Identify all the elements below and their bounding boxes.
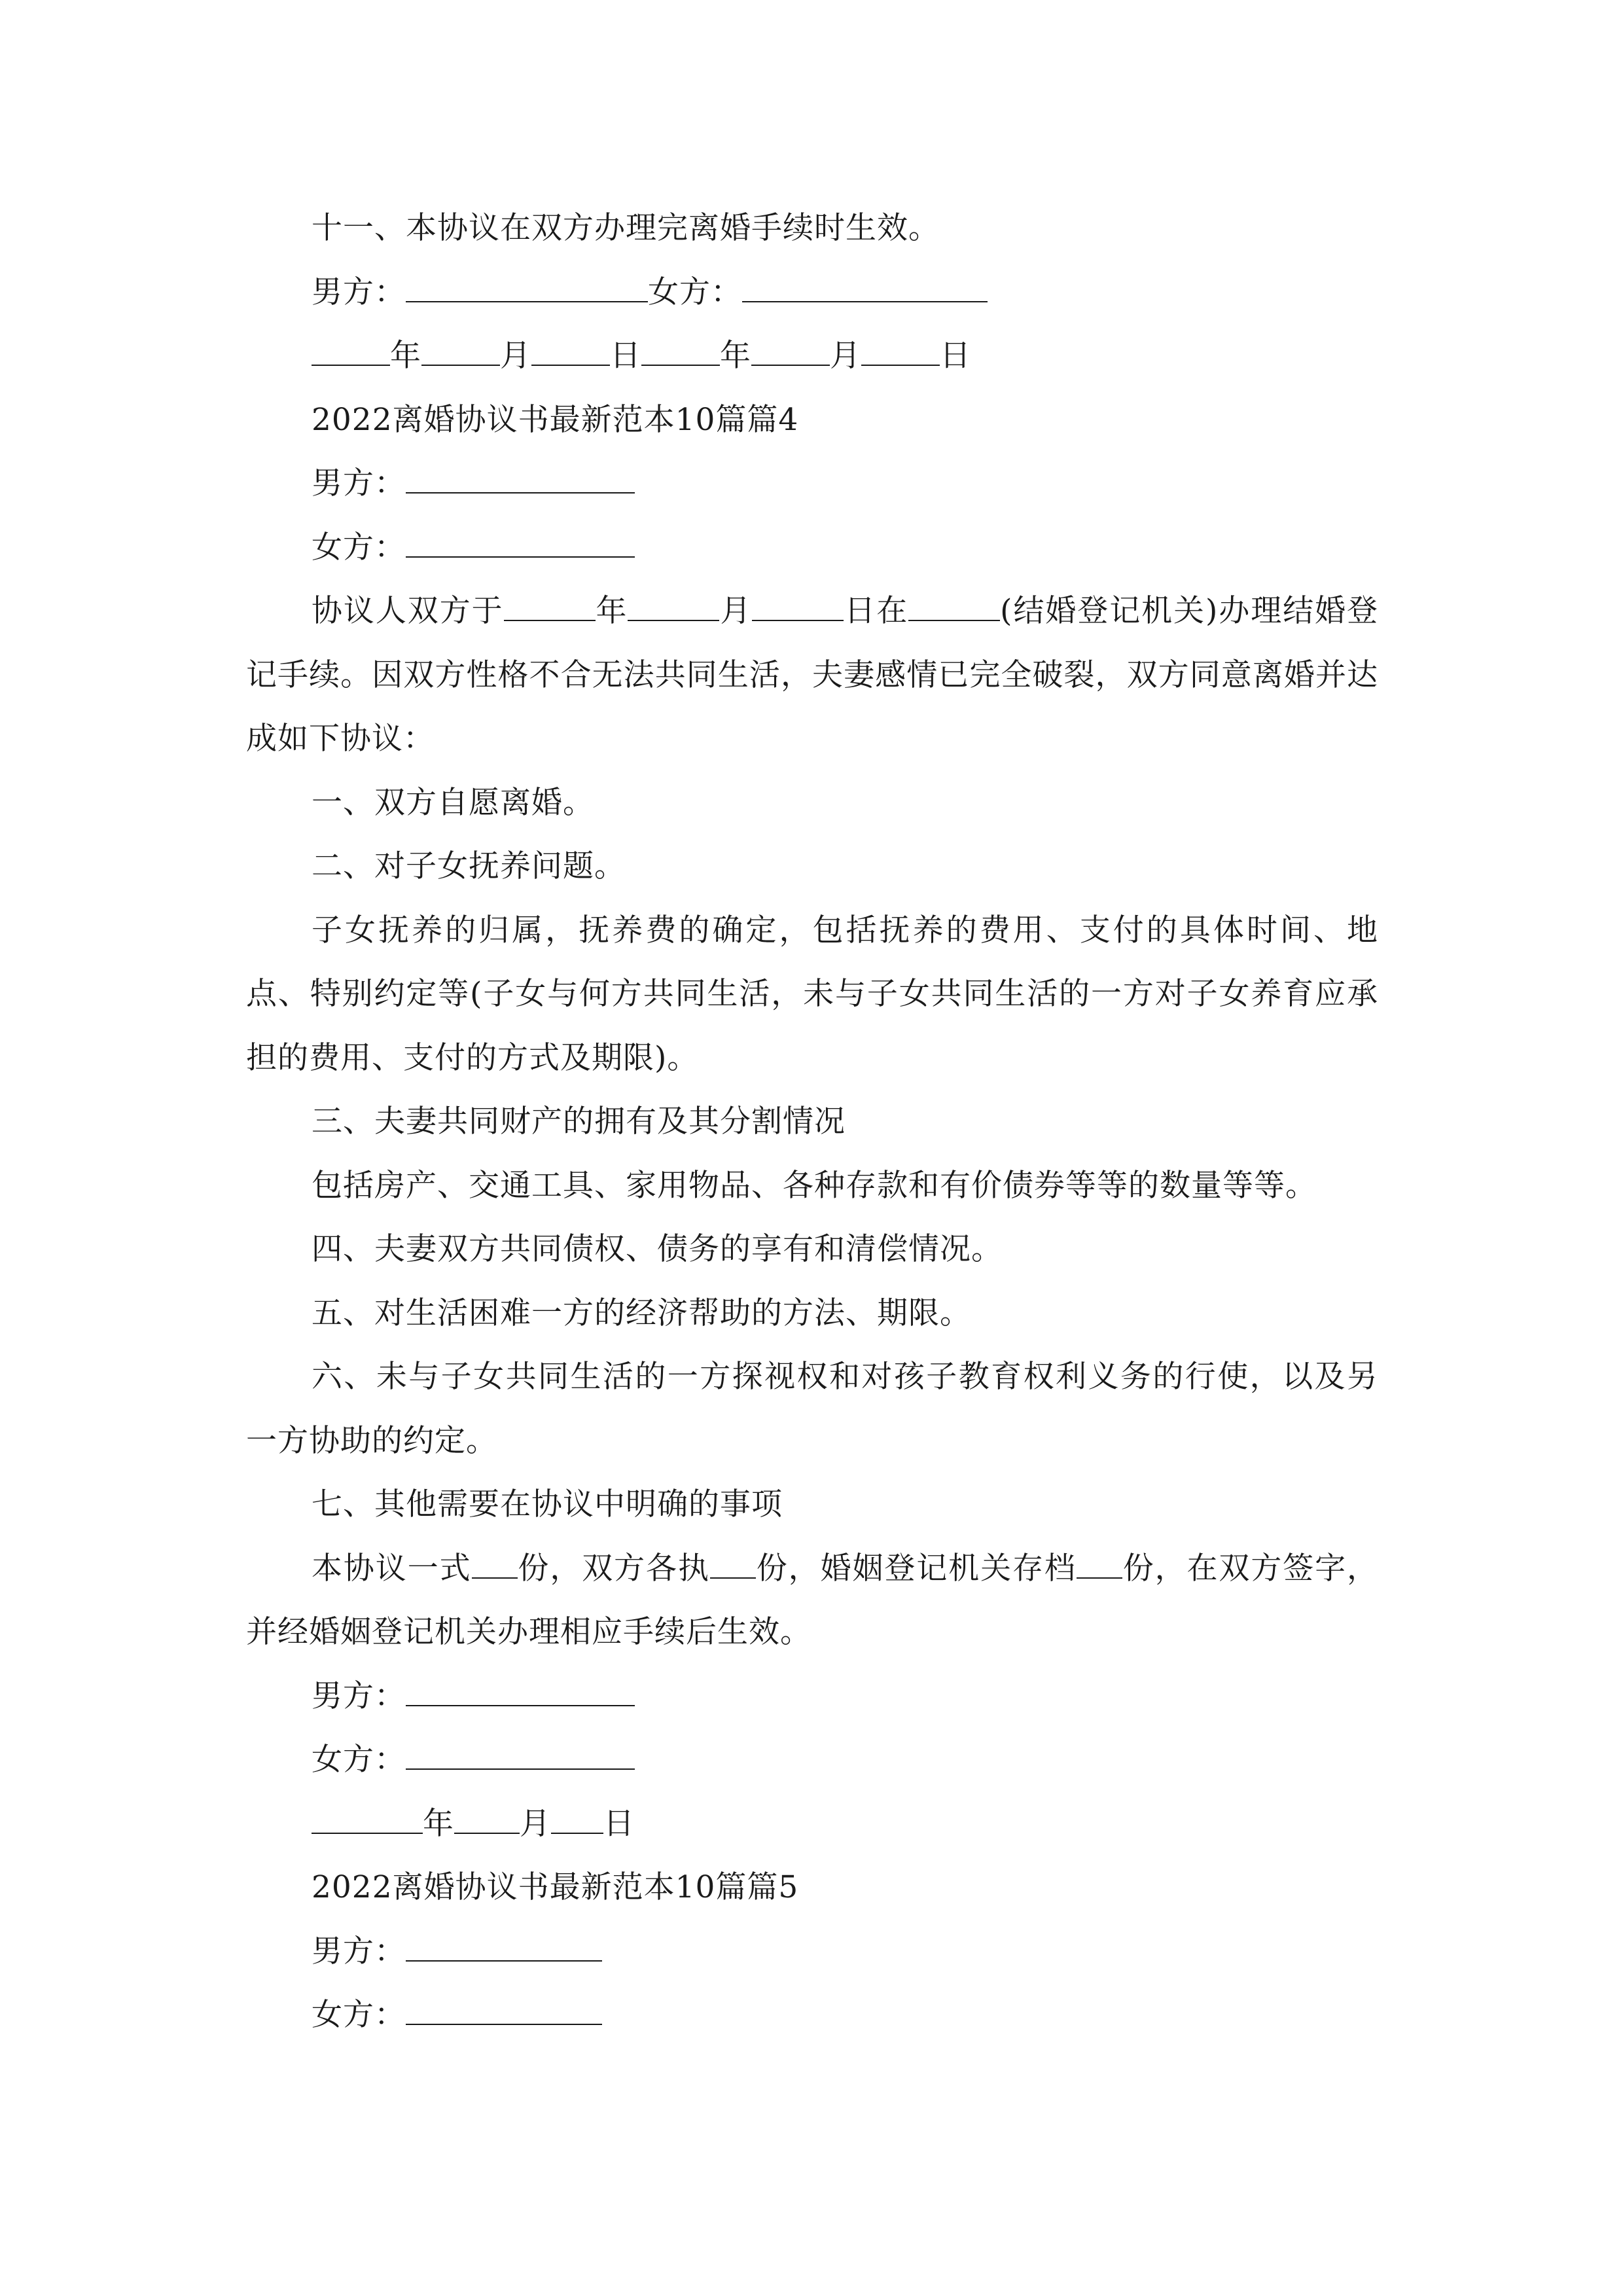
child-support-paragraph: 子女抚养的归属，抚养费的确定，包括抚养的费用、支付的具体时间、地点、特别约定等(子女与何方共同生活，未与子女共同生活的一方对子女养育应承担的费用、支付的方式及期限)。 <box>246 912 1378 1076</box>
woman-label: 女方： <box>312 529 406 565</box>
man-label: 男方： <box>312 274 406 310</box>
year-blank <box>504 595 596 621</box>
man-blank <box>406 1935 602 1962</box>
man-line <box>246 452 1378 516</box>
intro-text-a: 协议人双方于 <box>312 593 504 629</box>
intro-text-b: (结婚登记机关)办理结婚登记手续。因双方性格不合无法共同生活，夫妻感情已完全破裂，双方同意离婚并达成如下协议： <box>246 593 1379 757</box>
intro-paragraph: 协议人双方于 年 月 日在 (结婚登记机关)办理结婚登记手续。因双方性格不合无法共同生活，夫妻感情已完全破裂，双方同意离婚并达成如下协议： <box>246 593 1379 757</box>
clause-four: 四、夫妻双方共同债权、债务的享有和清偿情况。 <box>312 1231 1003 1267</box>
woman-blank <box>406 531 635 558</box>
month-blank <box>421 340 500 366</box>
copies-text-c: 份，婚姻登记机关存档 <box>755 1550 1077 1587</box>
month-blank <box>751 340 830 366</box>
woman-line <box>246 1728 1378 1792</box>
copies-text-a: 本协议一式 <box>312 1550 472 1587</box>
year-blank <box>641 340 720 366</box>
day-label: 日 <box>844 593 877 629</box>
year-label: 年 <box>423 1805 454 1842</box>
day-blank <box>861 340 940 366</box>
month-blank <box>628 595 719 621</box>
man-label: 男方： <box>312 1933 406 1969</box>
woman-line <box>246 1983 1378 2047</box>
signature-line-both <box>246 260 1378 325</box>
man-blank <box>406 467 635 493</box>
day-blank <box>752 595 844 621</box>
woman-label: 女方： <box>648 274 742 310</box>
copies-text-b: 份，双方各执 <box>517 1550 710 1587</box>
copies-text-d: 份，在双方签字，并经婚姻登记机关办理相应手续后生效。 <box>246 1550 1379 1650</box>
woman-label: 女方： <box>312 1997 406 2033</box>
woman-label: 女方： <box>312 1742 406 1778</box>
clause-eleven: 十一、本协议在双方办理完离婚手续时生效。 <box>312 210 940 246</box>
woman-blank <box>406 1999 602 2025</box>
woman-blank <box>406 1744 635 1770</box>
day-label: 日 <box>940 338 971 374</box>
man-label: 男方： <box>312 1677 406 1714</box>
man-line <box>246 1664 1378 1729</box>
copies-paragraph <box>246 1537 1378 1664</box>
month-label: 月 <box>830 338 861 374</box>
date-line <box>246 1792 1378 1856</box>
year-label: 年 <box>595 593 628 629</box>
month-label: 月 <box>500 338 531 374</box>
woman-signature-blank <box>742 276 988 302</box>
property-paragraph: 包括房产、交通工具、家用物品、各种存款和有价债券等等的数量等等。 <box>312 1167 1317 1204</box>
year-blank <box>312 1808 423 1834</box>
day-blank <box>531 340 610 366</box>
day-label: 日 <box>610 338 641 374</box>
month-blank <box>454 1808 520 1834</box>
year-label: 年 <box>720 338 751 374</box>
clause-seven: 七、其他需要在协议中明确的事项 <box>312 1486 783 1522</box>
clause-one: 一、双方自愿离婚。 <box>312 784 594 821</box>
month-label: 月 <box>520 1805 551 1842</box>
clause-two: 二、对子女抚养问题。 <box>312 848 626 884</box>
copies-blank <box>710 1552 756 1579</box>
day-label: 日 <box>603 1805 635 1842</box>
year-label: 年 <box>390 338 421 374</box>
clause-six: 六、未与子女共同生活的一方探视权和对孩子教育权利义务的行使，以及另一方协助的约定。 <box>246 1359 1378 1459</box>
day-blank <box>551 1808 603 1834</box>
clause-three: 三、夫妻共同财产的拥有及其分割情况 <box>312 1103 846 1139</box>
date-line-both <box>246 324 1378 388</box>
section-heading-4: 2022离婚协议书最新范本10篇篇4 <box>312 401 799 438</box>
man-line <box>246 1920 1378 1984</box>
woman-line <box>246 516 1378 580</box>
clause-five: 五、对生活困难一方的经济帮助的方法、期限。 <box>312 1295 971 1331</box>
man-label: 男方： <box>312 465 406 501</box>
registry-blank <box>908 595 1000 621</box>
copies-blank <box>1077 1552 1122 1579</box>
year-blank <box>312 340 390 366</box>
man-signature-blank <box>406 276 648 302</box>
copies-blank <box>472 1552 518 1579</box>
month-label: 月 <box>719 593 753 629</box>
section-heading-5: 2022离婚协议书最新范本10篇篇5 <box>312 1869 799 1905</box>
man-blank <box>406 1680 635 1706</box>
document-body <box>246 196 1378 2047</box>
